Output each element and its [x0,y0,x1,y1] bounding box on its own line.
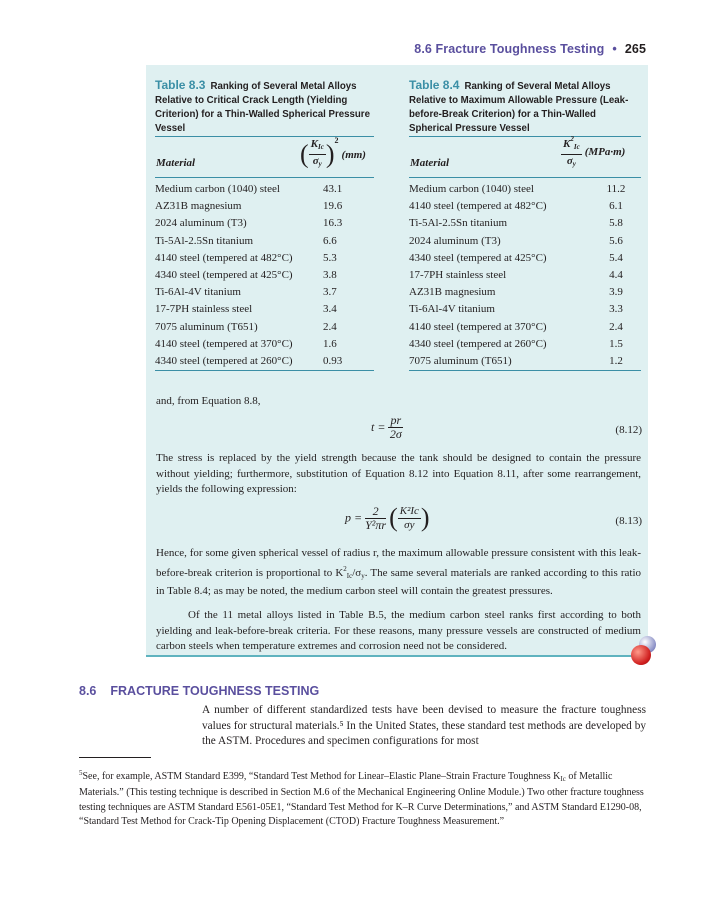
section-heading [79,684,319,698]
table-8-3-row [155,233,374,250]
table-8-3-row [155,198,374,215]
table-8-4-value-cell: 1.2 [609,354,623,367]
table-8-4-row [409,250,641,267]
table-8-4-row [409,215,641,232]
eq813-frac-den: σy [404,518,415,531]
paragraph-leak-before-break: Hence, for some given spherical vessel of radius r, the maximum allowable pressure consistent with this leak-before-break criterion is proportional to $K^2_{Ic}/\sigma_y$. The same several materials are ranked according to this ratio in Table 8.4; as may be noted, the medium carbon steel will contain the greatest pressures. [156,547,642,597]
table-8-3-header-rule [155,177,374,178]
col-den-sub: y [318,160,322,168]
footnote-text-a: See, for example, ASTM Standard E399, “Standard Test Method for Linear–Elastic Plane–Strain Fracture Toughness K [82,771,561,782]
section-number: 8.6 [79,684,97,698]
col4-num-sup: 2 [570,135,574,143]
table-8-4-material-cell: 4340 steel (tempered at 260°C) [409,337,547,350]
para2-part-b: /σ [352,566,362,579]
col4-num-k: K [563,138,571,150]
table-8-4-material-cell: Medium carbon (1040) steel [409,183,534,195]
table-8-3-value-cell: 3.7 [323,286,337,299]
footnote-marker: 5 [79,769,83,777]
table-8-4-row [409,181,641,198]
intro-text: and, from Equation 8.8, [156,395,261,407]
running-header [414,42,646,56]
footnote-text-b: of Metallic Materials.” (This testing technique is described in Section M.6 of the Mechanical Engineering Online Module.) Two other fracture toughness testing techniques are ASTM Standard E561-05E1, “Standard Test Method for K–R Curve Determinations,” and ASTM Standard E1290-08, “Standard Test Method for Crack-Tip Opening Displacement (CTOD) Fracture Toughness Measurement.” [79,771,644,827]
table-8-3-row [155,301,374,318]
table-8-3-material-cell: Ti-5Al-2.5Sn titanium [155,234,253,247]
table-8-4-value-cell: 5.8 [609,217,623,230]
table-8-3-title: Ranking of Several Metal Alloys Relative to Critical Crack Length (Yielding Criterion) for a Thin-Walled Spherical Pressure Vessel [155,81,370,134]
para2-part-a: Hence, for some given spherical vessel of radius r, the maximum allowable pressure consistent with this leak-before-break criterion is proportional to K [156,547,641,579]
table-8-4-column-header [409,137,641,177]
decorative-ball-red [631,645,651,665]
eq813-num: 2 [365,505,386,519]
table-8-3-row [155,284,374,301]
table-8-4-header-rule [409,177,641,178]
table-8-3-row [155,336,374,353]
table-8-4-value-cell: 6.1 [609,200,623,213]
table-8-3-value-cell: 6.6 [323,234,337,247]
paragraph-medium-carbon: Of the 11 metal alloys listed in Table B.5, the medium carbon steel ranks first according to both yielding and leak-before-break criteria. For these reasons, many pressure vessels are constructed of medium carbon steels when temperature extremes and corrosion need not be considered. [156,609,641,652]
table-8-3-row [155,181,374,198]
table-8-4-value-cell: 3.9 [609,286,623,299]
eq813-lhs: p = [345,510,363,525]
table-8-3-bottom-rule [155,370,374,371]
table-8-4-row [409,353,641,370]
table-8-3-value-cell: 16.3 [323,217,343,230]
table-8-3 [155,78,374,371]
table-8-4-row [409,267,641,284]
table-8-4-col-material: Material [410,157,450,169]
table-8-3-value-cell: 0.93 [323,354,343,367]
table-8-4-material-cell: AZ31B magnesium [409,286,496,299]
table-8-3-row [155,353,374,370]
table-8-3-material-cell: 4340 steel (tempered at 260°C) [155,354,293,367]
table-8-4-value-cell: 5.4 [609,251,623,264]
table-8-4-rows [409,181,641,370]
equation-8-13-label: (8.13) [615,515,642,527]
eq812-num: pr [390,413,402,427]
table-8-3-rows [155,181,374,370]
table-8-4-bottom-rule [409,370,641,371]
table-8-4-row [409,336,641,353]
table-8-4-material-cell: 7075 aluminum (T651) [409,354,512,367]
table-8-4-row [409,319,641,336]
eq812-lhs: t = [371,420,386,434]
footnote-sub: Ic [560,775,566,783]
table-8-3-material-cell: Medium carbon (1040) steel [155,183,280,195]
table-8-4-material-cell: 2024 aluminum (T3) [409,234,501,247]
table-8-3-row [155,250,374,267]
table-8-4-material-cell: 17-7PH stainless steel [409,268,507,281]
table-8-3-value-cell: 3.8 [323,268,337,281]
table-8-4-caption [409,78,641,136]
col-num-k: K [310,138,319,150]
table-8-4-material-cell: 4140 steel (tempered at 370°C) [409,320,547,333]
footnote [79,766,646,829]
col4-den-sigma: σ [566,155,573,167]
equation-8-13: p = $\frac{2}{\text{Y²πr}}$ ( $\frac{\text{K²Ic}}{\sigma y}$ ) [345,503,430,532]
table-8-4-value-cell: 4.4 [609,268,623,281]
table-8-4-value-cell: 11.2 [606,183,626,195]
table-8-3-col-material: Material [156,157,196,169]
table-8-3-value-cell: 3.4 [323,303,337,316]
table-8-3-value-cell: 5.3 [323,251,337,264]
table-8-3-material-cell: 4140 steel (tempered at 482°C) [155,251,293,264]
table-8-4-material-cell: Ti-6Al-4V titanium [409,303,495,316]
table-8-4-value-cell: 5.6 [609,234,623,247]
table-8-3-col-value: ( $\frac{K_{Ic}}{\sigma_y}$ )$^2$(mm) [300,136,366,169]
table-8-3-number: Table 8.3 [155,78,206,92]
table-8-4-material-cell: 4340 steel (tempered at 425°C) [409,251,547,264]
table-8-4-row [409,233,641,250]
table-8-3-row [155,267,374,284]
table-8-3-material-cell: 4340 steel (tempered at 425°C) [155,268,293,281]
table-8-4-col-value [561,133,625,171]
table-8-3-value-cell: 19.6 [323,200,343,213]
col-unit: (mm) [341,148,366,161]
table-8-3-row [155,215,374,232]
table-8-3-material-cell: 17-7PH stainless steel [155,303,253,316]
table-8-4-value-cell: 1.5 [609,337,623,350]
paragraph-yield-strength: The stress is replaced by the yield strength because the tank should be designed to contain the pressure without yielding; furthermore, substitution of Equation 8.12 into Equation 8.11, after some rearrangement, yields the following expression: [156,452,641,495]
table-8-4-material-cell: Ti-5Al-2.5Sn titanium [409,217,507,230]
table-8-3-column-header [155,137,374,177]
col-den-sigma: σ [312,155,319,167]
col4-unit: (MPa·m) [584,146,626,158]
eq813-frac-num: K²Ic [399,504,419,517]
table-8-4-row [409,301,641,318]
table-8-3-material-cell: AZ31B magnesium [155,200,242,213]
col-exponent: 2 [334,136,339,146]
table-8-3-material-cell: 4140 steel (tempered at 370°C) [155,337,293,350]
table-8-3-row [155,319,374,336]
table-8-4-value-cell: 2.4 [609,320,623,333]
section-paragraph: A number of different standardized tests have been devised to measure the fracture toughness values for structural materials.⁵ In the United States, these standard test methods are developed by the ASTM. Procedures and specimen configurations for most [202,704,646,747]
table-8-3-value-cell: 1.6 [323,337,337,350]
para2-part-c: . The same several materials are ranked according to this ratio in Table 8.4; as may be noted, the medium carbon steel will contain the greatest pressures. [156,566,642,597]
section-title: FRACTURE TOUGHNESS TESTING [110,684,320,698]
table-8-4-row [409,284,641,301]
running-header-bullet: • [612,42,617,56]
running-header-section: 8.6 Fracture Toughness Testing [414,42,605,56]
table-8-4-row [409,198,641,215]
table-8-4-number: Table 8.4 [409,78,460,92]
table-8-3-value-cell: 43.1 [323,183,343,195]
col4-den-sub: y [572,160,576,168]
table-8-3-caption [155,78,374,136]
table-8-4-title: Ranking of Several Metal Alloys Relative to Maximum Allowable Pressure (Leak-before-Break Criterion) for a Thin-Walled Spherical Pressure Vessel [409,81,629,134]
eq813-den: Y²πr [365,517,387,532]
table-8-4-material-cell: 4140 steel (tempered at 482°C) [409,200,547,213]
table-8-3-material-cell: Ti-6Al-4V titanium [155,286,241,299]
table-8-4 [409,78,641,371]
table-8-4-value-cell: 3.3 [609,303,623,316]
eq812-den: 2σ [389,427,402,441]
table-8-3-value-cell: 2.4 [323,320,337,333]
table-8-3-material-cell: 7075 aluminum (T651) [155,320,258,333]
col-num-sub: Ic [318,143,324,151]
page-number: 265 [624,42,646,56]
footnote-rule [79,757,151,758]
col4-num-sub: Ic [573,143,580,151]
equation-8-12-label: (8.12) [615,424,642,436]
equation-8-12 [371,414,403,441]
table-8-3-material-cell: 2024 aluminum (T3) [155,217,247,230]
